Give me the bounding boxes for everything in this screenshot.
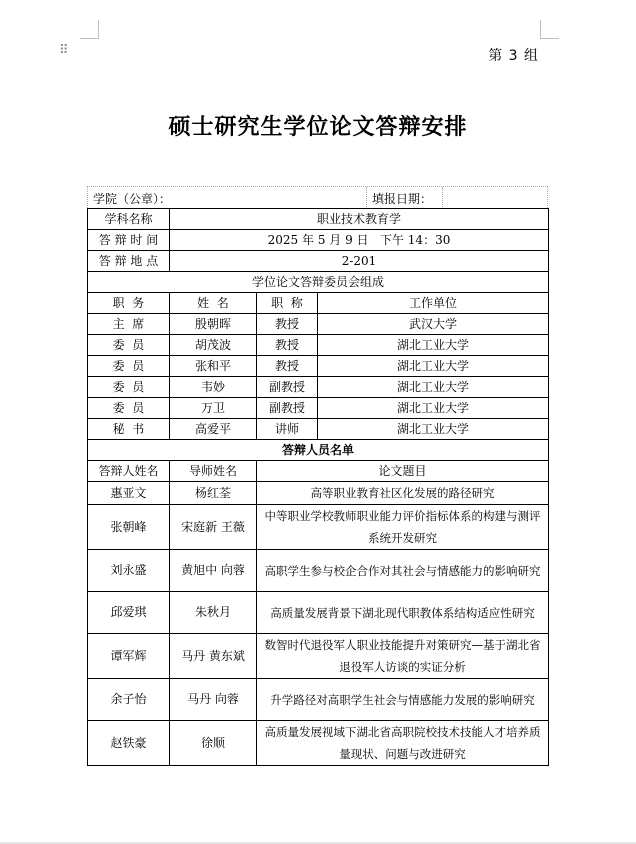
college-label: 学院（公章）： [93,192,172,206]
divider [366,187,367,209]
committee-position: 秘 书 [88,419,170,440]
committee-member-name[interactable]: 高爱平 [170,419,257,440]
committee-member-title[interactable]: 教授 [257,335,318,356]
student-name[interactable]: 谭军辉 [88,634,170,679]
divider [442,187,443,209]
subject-value[interactable]: 职业技术教育学 [170,209,549,230]
students-heading-row [88,440,549,461]
advisor-name[interactable]: 马丹 向蓉 [170,679,257,721]
time-value[interactable]: 2025 年 5 月 9 日 下午 14：30 [170,230,549,251]
committee-member-name[interactable]: 张和平 [170,356,257,377]
committee-row [88,377,549,398]
student-row [88,721,549,766]
thesis-title[interactable]: 中等职业学校教师职业能力评价指标体系的构建与测评系统开发研究 [257,505,549,550]
committee-member-workplace[interactable]: 湖北工业大学 [318,335,549,356]
crop-mark-top-right [540,20,559,39]
thesis-title[interactable]: 高质量发展视域下湖北省高职院校技术技能人才培养质量现状、问题与改进研究 [257,721,549,766]
col-header-thesis: 论文题目 [257,461,549,482]
date-label: 填报日期： [372,192,433,206]
place-row [88,251,549,272]
student-name[interactable]: 邱爱琪 [88,592,170,634]
student-name[interactable]: 刘永盛 [88,550,170,592]
committee-member-name[interactable]: 胡茂波 [170,335,257,356]
committee-member-workplace[interactable]: 湖北工业大学 [318,356,549,377]
col-header-workplace: 工作单位 [318,293,549,314]
committee-position: 委 员 [88,398,170,419]
defense-schedule-table [87,208,549,766]
college-date-row [87,186,548,208]
thesis-title[interactable]: 高质量发展背景下湖北现代职教体系结构适应性研究 [257,592,549,634]
thesis-title[interactable]: 升学路径对高职学生社会与情感能力发展的影响研究 [257,679,549,721]
col-header-title: 职 称 [257,293,318,314]
advisor-name[interactable]: 宋庭新 王薇 [170,505,257,550]
col-header-position: 职 务 [88,293,170,314]
committee-row [88,356,549,377]
committee-header-row [88,293,549,314]
student-row [88,634,549,679]
committee-position: 委 员 [88,356,170,377]
time-label: 答 辩 时 间 [88,230,170,251]
advisor-name[interactable]: 黄旭中 向蓉 [170,550,257,592]
committee-row [88,335,549,356]
thesis-title[interactable]: 数智时代退役军人职业技能提升对策研究—基于湖北省退役军人访谈的实证分析 [257,634,549,679]
committee-member-name[interactable]: 韦妙 [170,377,257,398]
committee-member-name[interactable]: 殷朝晖 [170,314,257,335]
place-value[interactable]: 2-201 [170,251,549,272]
student-name[interactable]: 余子怡 [88,679,170,721]
student-name[interactable]: 张朝峰 [88,505,170,550]
advisor-name[interactable]: 朱秋月 [170,592,257,634]
committee-heading: 学位论文答辩委员会组成 [88,272,549,293]
committee-member-title[interactable]: 副教授 [257,377,318,398]
committee-member-workplace[interactable]: 湖北工业大学 [318,398,549,419]
committee-member-title[interactable]: 教授 [257,314,318,335]
committee-member-title[interactable]: 讲师 [257,419,318,440]
advisor-name[interactable]: 马丹 黄东斌 [170,634,257,679]
committee-position: 主 席 [88,314,170,335]
committee-row [88,419,549,440]
col-header-student: 答辩人姓名 [88,461,170,482]
subject-row [88,209,549,230]
thesis-title[interactable]: 高等职业教育社区化发展的路径研究 [257,482,549,505]
place-label: 答 辩 地 点 [88,251,170,272]
col-header-name: 姓 名 [170,293,257,314]
committee-member-workplace[interactable]: 武汉大学 [318,314,549,335]
committee-position: 委 员 [88,335,170,356]
student-name[interactable]: 赵铁豪 [88,721,170,766]
committee-member-title[interactable]: 教授 [257,356,318,377]
committee-member-name[interactable]: 万卫 [170,398,257,419]
crop-mark-top-left [80,20,99,39]
thesis-title[interactable]: 高职学生参与校企合作对其社会与情感能力的影响研究 [257,550,549,592]
student-name[interactable]: 惠亚文 [88,482,170,505]
student-row [88,505,549,550]
subject-label: 学科名称 [88,209,170,230]
student-row [88,482,549,505]
committee-position: 委 员 [88,377,170,398]
student-row [88,592,549,634]
advisor-name[interactable]: 杨红荃 [170,482,257,505]
student-row [88,679,549,721]
students-header-row [88,461,549,482]
committee-row [88,398,549,419]
committee-member-workplace[interactable]: 湖北工业大学 [318,377,549,398]
col-header-advisor: 导师姓名 [170,461,257,482]
group-label: 第 3 组 [488,48,539,64]
students-heading: 答辩人员名单 [88,440,549,461]
drag-handle-icon[interactable]: ⠿ [59,43,69,58]
time-row [88,230,549,251]
advisor-name[interactable]: 徐顺 [170,721,257,766]
committee-member-title[interactable]: 副教授 [257,398,318,419]
student-row [88,550,549,592]
committee-heading-row [88,272,549,293]
committee-row [88,314,549,335]
committee-member-workplace[interactable]: 湖北工业大学 [318,419,549,440]
page-title: 硕士研究生学位论文答辩安排 [168,115,468,140]
